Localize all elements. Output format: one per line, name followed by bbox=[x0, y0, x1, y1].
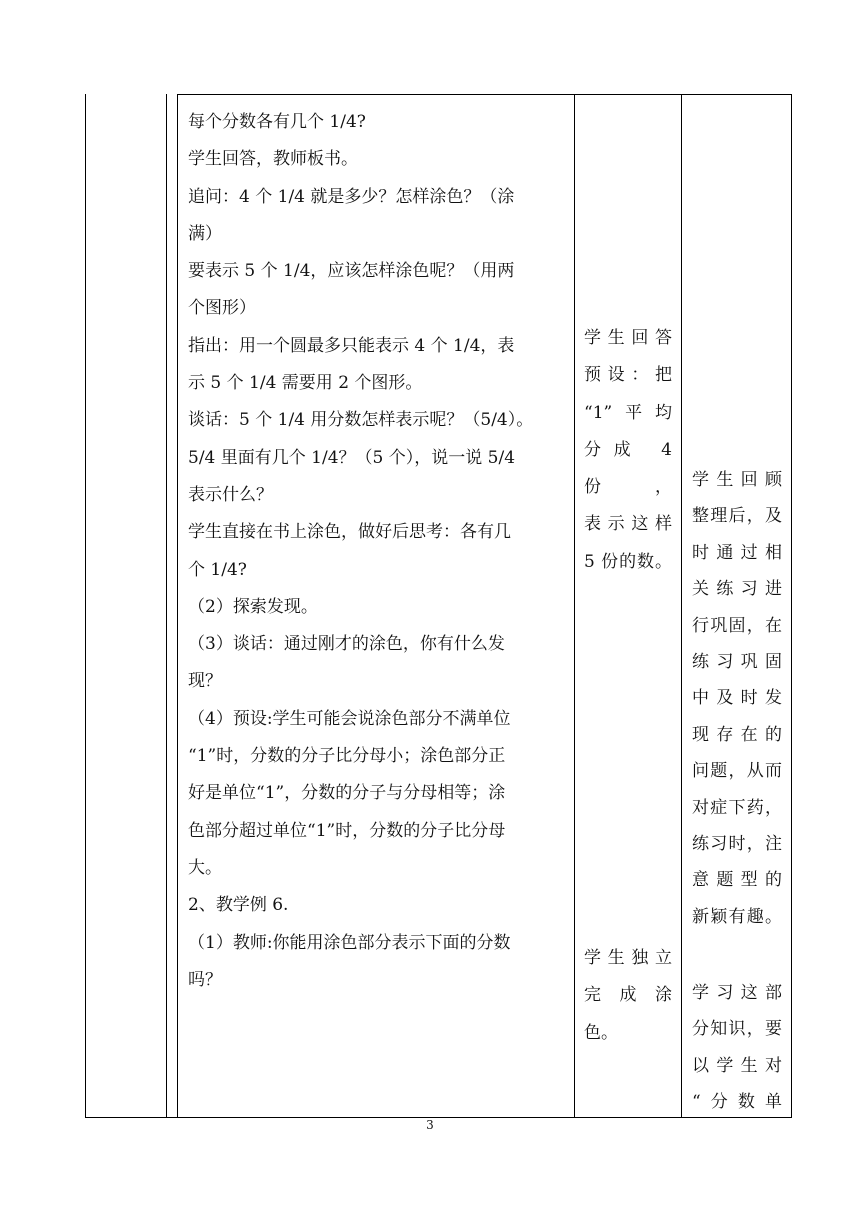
text-line: 每个分数各有几个 1/4? bbox=[188, 112, 366, 132]
text-line: 大。 bbox=[188, 857, 222, 878]
table-border-left bbox=[85, 94, 86, 1118]
text-line: （3）谈话：通过刚才的涂色，你有什么发 bbox=[188, 634, 505, 655]
text-line: 表示什么？ bbox=[188, 484, 273, 505]
text-line: 行巩固，在 bbox=[692, 615, 782, 636]
text-line: 新颖有趣。 bbox=[692, 906, 782, 927]
table-divider-2 bbox=[177, 94, 178, 1118]
text-line: 现？ bbox=[188, 671, 222, 692]
table-border-right bbox=[791, 94, 792, 1118]
text-line: 2、教学例 6. bbox=[188, 895, 289, 916]
table-top-border bbox=[177, 94, 792, 95]
text-line: 练习巩固 bbox=[692, 652, 782, 673]
text-line: 现存在的 bbox=[692, 724, 782, 745]
text-line: 时通过相 bbox=[692, 542, 782, 563]
text-line: （2）探索发现。 bbox=[188, 596, 318, 617]
text-line: 学生回顾 bbox=[692, 470, 782, 490]
text-line: 要表示 5 个 1/4，应该怎样涂色呢？（用两 bbox=[188, 261, 515, 282]
text-line: 个 1/4? bbox=[188, 559, 247, 580]
text-line: 色。 bbox=[584, 1022, 618, 1043]
text-line: 意题型的 bbox=[692, 870, 782, 891]
text-line: 预设：把 bbox=[584, 365, 672, 386]
text-line: 学生独立 bbox=[584, 948, 672, 968]
text-line: 问题，从而 bbox=[692, 761, 782, 782]
text-line: 色部分超过单位“1”时，分数的分子比分母 bbox=[188, 820, 506, 841]
text-line: 分知识，要 bbox=[692, 1019, 782, 1040]
text-line: （1）教师:你能用涂色部分表示下面的分数 bbox=[188, 932, 511, 953]
text-line: 分成 4 份， bbox=[584, 439, 672, 498]
text-line: 对症下药， bbox=[692, 797, 782, 818]
text-line: 整理后，及 bbox=[692, 506, 782, 527]
text-line: “分数单 bbox=[692, 1092, 782, 1113]
text-line: 以学生对 bbox=[692, 1055, 782, 1076]
table-divider-4 bbox=[681, 94, 682, 1118]
text-line: “1”平均 bbox=[584, 402, 672, 423]
text-line: 中及时发 bbox=[692, 688, 782, 709]
text-line: “1”时，分数的分子比分母小；涂色部分正 bbox=[188, 746, 506, 767]
text-line: 吗？ bbox=[188, 969, 222, 990]
page-number: 3 bbox=[426, 1118, 434, 1132]
text-line: 满） bbox=[188, 223, 222, 244]
text-line: 关练习进 bbox=[692, 579, 782, 600]
text-line: 谈话：5 个 1/4 用分数怎样表示呢？（5/4）。 bbox=[188, 410, 534, 431]
design-intent-block-1 bbox=[692, 462, 782, 935]
text-line: 练习时，注 bbox=[692, 834, 782, 855]
text-line: 学生回答，教师板书。 bbox=[188, 149, 358, 170]
teaching-process-column bbox=[188, 104, 568, 999]
text-line: 学生直接在书上涂色，做好后思考：各有几 bbox=[188, 522, 511, 543]
text-line: 完 成 涂 bbox=[584, 985, 672, 1006]
text-line: 5 份的数。 bbox=[584, 551, 672, 572]
text-line: 好是单位“1”，分数的分子与分母相等；涂 bbox=[188, 783, 506, 804]
text-line: 指出：用一个圆最多只能表示 4 个 1/4，表 bbox=[188, 335, 515, 356]
table-divider-1 bbox=[166, 94, 167, 1118]
text-line: 5/4 里面有几个 1/4？（5 个），说一说 5/4 bbox=[188, 447, 516, 468]
text-line: 个图形） bbox=[188, 298, 256, 319]
text-line: 追问：4 个 1/4 就是多少？怎样涂色？（涂 bbox=[188, 186, 515, 207]
text-line: 学生回答 bbox=[584, 328, 672, 348]
table-divider-3 bbox=[574, 94, 575, 1118]
design-intent-block-2 bbox=[692, 975, 782, 1121]
text-line: 表示这样 bbox=[584, 514, 672, 535]
text-line: （4）预设:学生可能会说涂色部分不满单位 bbox=[188, 708, 511, 729]
text-line: 示 5 个 1/4 需要用 2 个图形。 bbox=[188, 373, 423, 394]
student-activity-block-2 bbox=[584, 940, 672, 1052]
student-activity-block-1 bbox=[584, 320, 672, 581]
text-line: 学习这部 bbox=[692, 983, 782, 1003]
